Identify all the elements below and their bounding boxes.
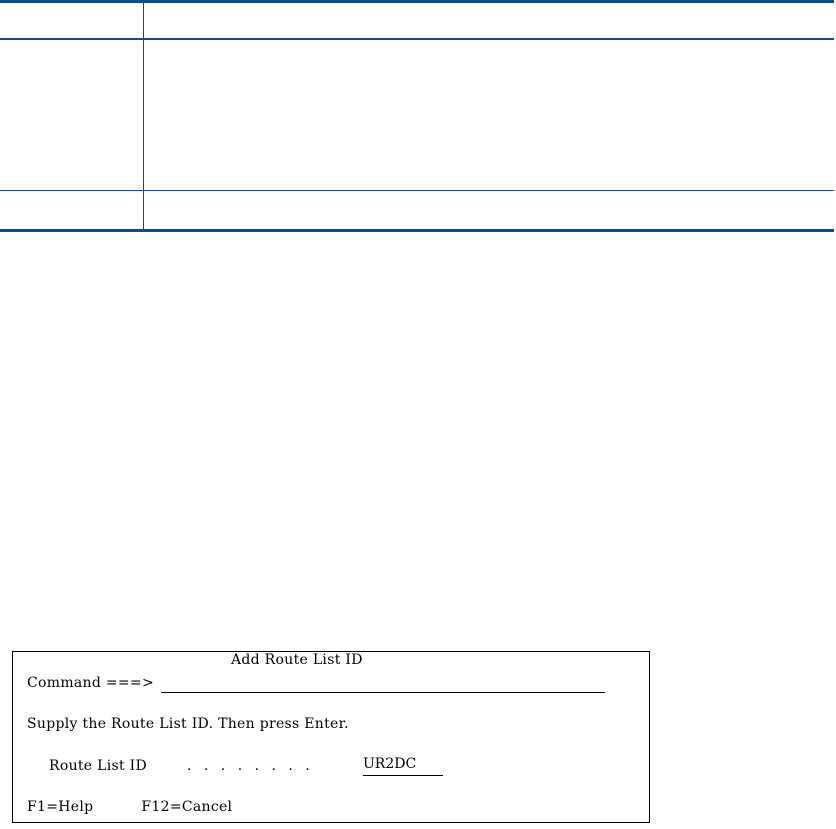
table-cell-1: [0, 40, 144, 190]
command-label: Command ===>: [27, 675, 154, 691]
leader-dots: . . . . . . . .: [187, 758, 314, 774]
table-header-row: [0, 3, 834, 40]
table-row: [0, 40, 834, 191]
table-header-cell-1: [0, 3, 144, 38]
terminal-panel: [12, 651, 650, 823]
function-key-bar: [27, 799, 232, 815]
instruction-text: Supply the Route List ID. Then press Enter.: [27, 716, 349, 732]
panel-title: Add Route List ID: [231, 652, 363, 668]
f12-cancel-key[interactable]: F12=Cancel: [141, 799, 233, 815]
table-row: [0, 191, 834, 229]
command-input[interactable]: [161, 670, 605, 693]
route-list-id-input[interactable]: [363, 753, 443, 776]
table-cell-2: [144, 191, 834, 229]
table-cell-2: [144, 40, 834, 190]
f1-help-key[interactable]: F1=Help: [27, 799, 94, 815]
document-table: [0, 0, 834, 232]
route-list-id-label: Route List ID: [49, 758, 148, 774]
table-cell-1: [0, 191, 144, 229]
table-header-cell-2: [144, 3, 834, 38]
